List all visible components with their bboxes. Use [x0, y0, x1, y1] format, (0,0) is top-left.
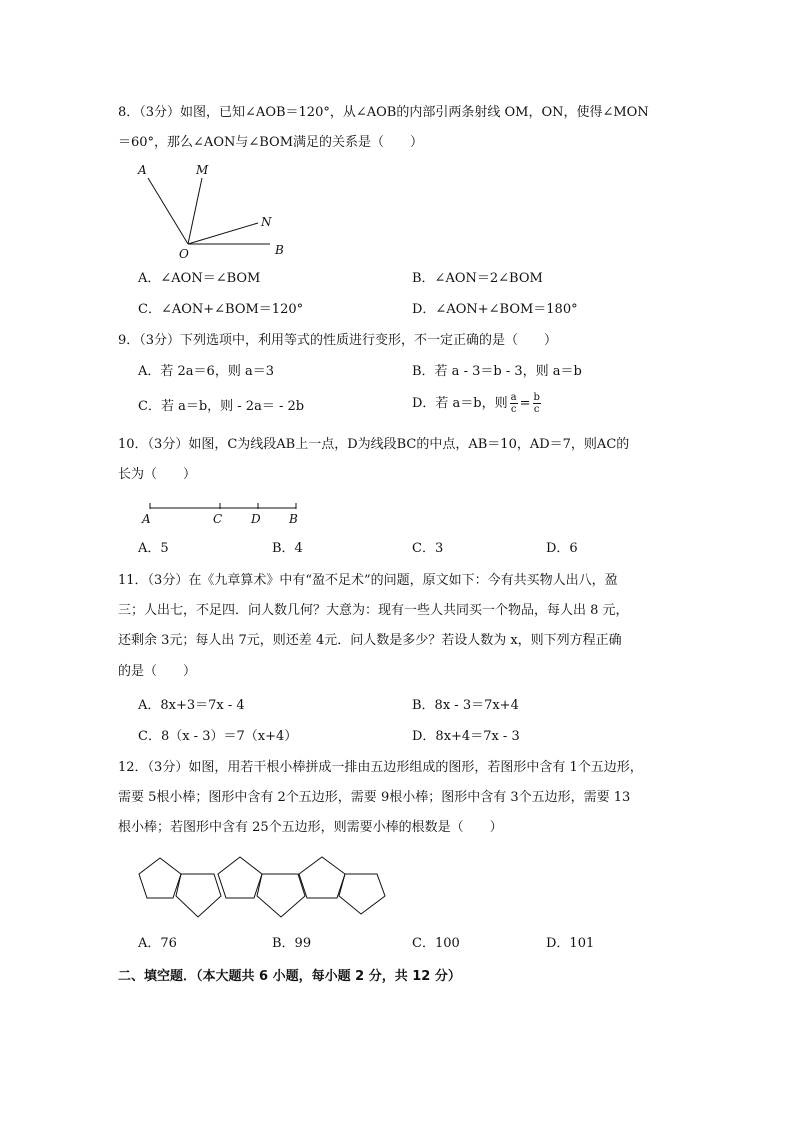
pentagon-down-6 — [339, 874, 385, 914]
ray-oa — [148, 178, 188, 244]
q8-stem-line1: 8．（3分）如图，已知∠AOB＝120°，从∠AOB的内部引两条射线 OM，ON，使得∠MON — [118, 105, 649, 120]
q10-option-b: B．4 — [272, 541, 303, 556]
q10-stem-line2: 长为（ ） — [118, 467, 197, 482]
label-b: B — [275, 243, 284, 257]
q12-option-a: A．76 — [138, 936, 177, 951]
q8-option-c: C．∠AON+∠BOM＝120° — [138, 302, 304, 317]
q12-option-c: C．100 — [412, 936, 460, 951]
q11-stem-line4: 的是（ ） — [118, 664, 197, 679]
pentagon-up-5 — [299, 857, 345, 898]
q11-option-d: D．8x+4＝7x - 3 — [412, 729, 520, 744]
q9-option-c: C．若 a＝b，则 - 2a＝ - 2b — [138, 399, 305, 414]
pentagon-down-4 — [257, 874, 305, 917]
q11-option-c: C．8（x - 3）＝7（x+4） — [138, 729, 298, 744]
q12-stem-line1: 12．（3分）如图，用若干根小棒拼成一排由五边形组成的图形，若图形中含有 1个五边形， — [118, 760, 643, 775]
label-b: B — [289, 512, 298, 526]
label-o: O — [179, 247, 189, 261]
q10-stem-line1: 10．（3分）如图，C为线段AB上一点，D为线段BC的中点，AB＝10，AD＝7，则AC的 — [118, 437, 630, 452]
fraction-b-over-c: $\frac{b}{c}$ — [533, 392, 540, 415]
label-n: N — [261, 215, 272, 229]
q8-angle-figure — [130, 156, 300, 261]
q12-option-d: D．101 — [546, 936, 595, 951]
q11-stem-line2: 三；人出七，不足四．问人数几何？大意为：现有一些人共同买一个物品，每人出 8 元， — [118, 603, 629, 618]
q12-stem-line3: 根小棒；若图形中含有 25个五边形，则需要小棒的根数是（ ） — [118, 820, 503, 835]
q9-option-b: B．若 a - 3＝b - 3，则 a＝b — [412, 364, 582, 379]
q8-option-a: A．∠AON＝∠BOM — [138, 271, 261, 286]
pentagon-down-2 — [176, 874, 221, 917]
label-m: M — [196, 163, 209, 177]
q10-option-a: A．5 — [138, 541, 169, 556]
q10-segment-figure — [138, 498, 308, 528]
label-d: D — [251, 512, 261, 526]
q11-option-a: A．8x+3＝7x - 4 — [138, 698, 245, 713]
q9-option-a: A．若 2a＝6，则 a＝3 — [138, 364, 274, 379]
q11-stem-line1: 11．（3分）在《九章算术》中有“盈不足术”的问题，原文如下：今有共买物人出八，盈 — [118, 573, 618, 588]
fraction-a-over-c: $\frac{a}{c}$ — [510, 392, 517, 415]
q12-pentagon-chain-figure — [136, 852, 388, 922]
q9-stem: 9．（3分）下列选项中，利用等式的性质进行变形，不一定正确的是（ ） — [118, 333, 558, 348]
q10-option-d: D．6 — [546, 541, 578, 556]
q11-stem-line3: 还剩余 3元；每人出 7元，则还差 4元．问人数是多少？若设人数为 x，则下列方程正确 — [118, 633, 622, 648]
q8-stem-line2: ＝60°，那么∠AON与∠BOM满足的关系是（ ） — [118, 135, 424, 150]
pentagon-up-3 — [218, 857, 262, 898]
label-a: A — [138, 163, 147, 177]
q10-option-c: C．3 — [412, 541, 444, 556]
q9-option-d-prefix: D．若 a＝b，则 — [412, 396, 508, 411]
ray-om — [188, 178, 202, 244]
q8-option-b: B．∠AON＝2∠BOM — [412, 271, 543, 286]
ray-on — [188, 223, 258, 244]
label-a: A — [142, 512, 151, 526]
q12-stem-line2: 需要 5根小棒；图形中含有 2个五边形，需要 9根小棒；图形中含有 3个五边形，需要 13 — [118, 790, 631, 805]
pentagon-up-1 — [139, 858, 181, 898]
q12-option-b: B．99 — [272, 936, 312, 951]
q11-option-b: B．8x - 3＝7x+4 — [412, 698, 519, 713]
q8-option-d: D．∠AON+∠BOM＝180° — [412, 302, 578, 317]
label-c: C — [213, 512, 223, 526]
section-heading-fill-in-blank: 二、填空题．（本大题共 6 小题，每小题 2 分，共 12 分） — [118, 969, 461, 984]
q9-option-d — [412, 392, 543, 415]
equals-sign: = — [519, 396, 531, 411]
